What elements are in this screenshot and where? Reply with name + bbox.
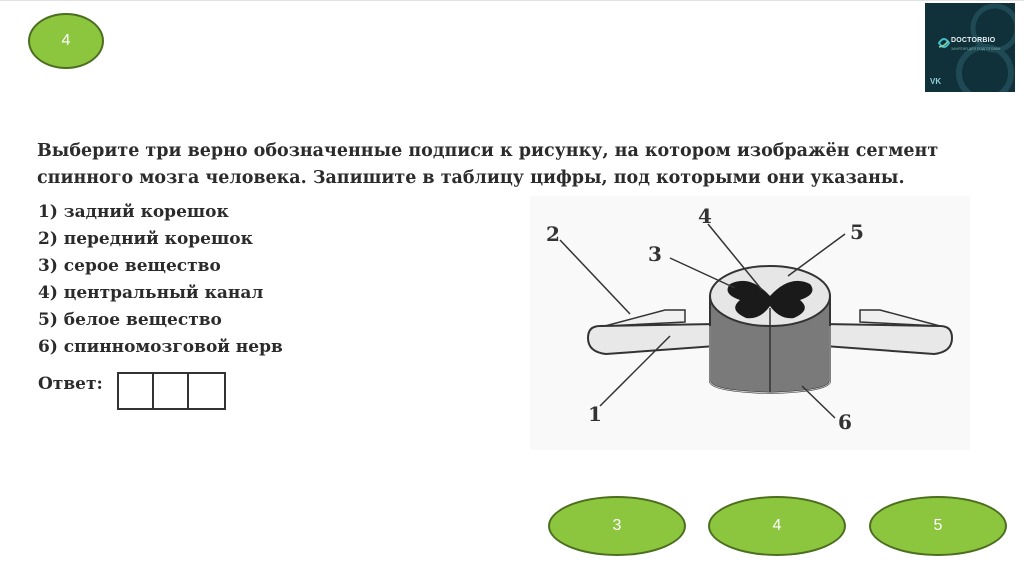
options-list [38,199,338,361]
figure-label-4: 4 [698,204,712,228]
option-5: 5) белое вещество [38,310,222,330]
option-6: 6) спинномозговой нерв [38,337,283,357]
answer-cell[interactable] [119,374,154,408]
answer-cell[interactable] [189,374,224,408]
logo-name: DOCTORBIO [951,37,996,44]
figure-label-5: 5 [850,220,864,244]
answer-button-4[interactable]: 4 [708,496,846,556]
figure-label-6: 6 [838,410,852,434]
top-divider [0,0,1024,1]
answer-button-3[interactable]: 3 [548,496,686,556]
answer-table [117,372,226,410]
task-question: Выберите три верно обозначенные подписи к рисунку, на котором изображён сегмент спинного мозга человека. Запишите в таблицу цифры, под которыми они указаны. [37,141,939,188]
figure-label-2: 2 [546,222,560,246]
slide-number-badge[interactable]: 4 [28,13,104,69]
option-2: 2) передний корешок [38,229,253,249]
logo-tagline: ЗАНЯТИЯ ДЛЯ ПОДГОТОВКИ [951,47,1001,51]
figure-label-3: 3 [648,242,662,266]
figure-label-1: 1 [588,402,602,426]
answer-button-5[interactable]: 5 [869,496,1007,556]
option-1: 1) задний корешок [38,202,229,222]
answer-cell[interactable] [154,374,189,408]
doctorbio-logo [925,3,1015,92]
vk-icon: VK [930,77,942,86]
option-4: 4) центральный канал [38,283,264,303]
answer-label: Ответ: [38,374,103,394]
option-3: 3) серое вещество [38,256,221,276]
spinal-cord-figure [530,196,970,450]
